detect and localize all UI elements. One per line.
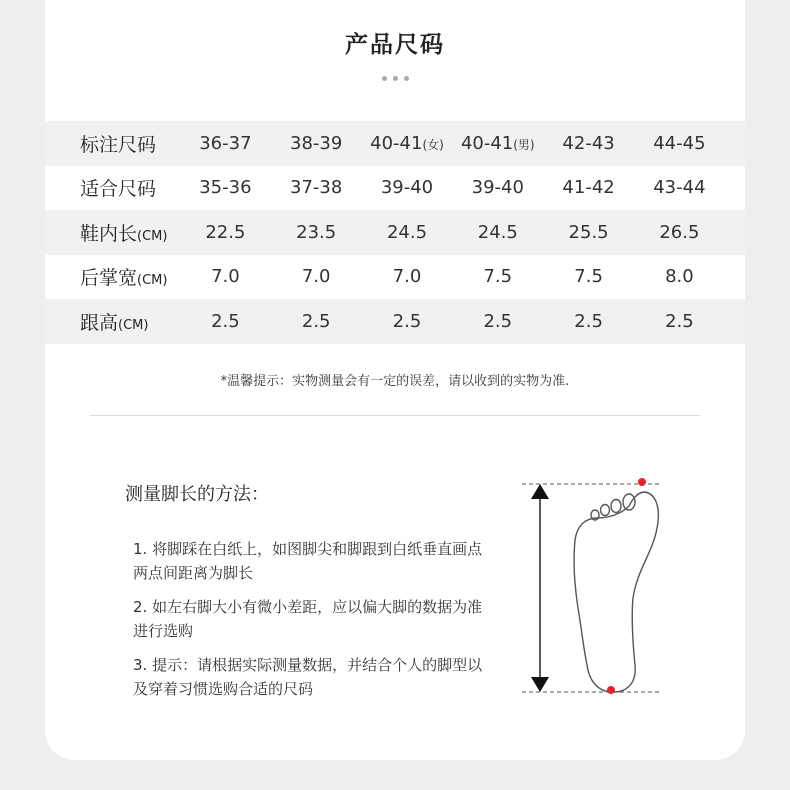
table-cell: [362, 177, 453, 198]
row-label-text: 适合尺码: [80, 178, 157, 201]
table-cell: [271, 311, 362, 332]
table-cell: [362, 266, 453, 287]
title-dots-decoration: [45, 76, 745, 81]
table-cell: [180, 266, 271, 287]
dot: [382, 76, 387, 81]
cell-value: 7.0: [301, 266, 331, 288]
row-label: [45, 263, 180, 290]
table-cell: [452, 177, 543, 198]
row-label-text: 标注尺码: [80, 133, 157, 156]
cell-value: 2.5: [301, 310, 331, 332]
method-step: 3. 提示：请根据实际测量数据，并结合个人的脚型以及穿着习惯选购合适的尺码: [133, 656, 483, 698]
table-cell: [362, 311, 453, 332]
table-cell: [271, 177, 362, 198]
cell-value: 41-42: [562, 177, 615, 199]
method-title: 测量脚长的方法：: [125, 484, 269, 505]
cell-value: 24.5: [477, 221, 518, 243]
table-cell: [452, 222, 543, 243]
row-label: [45, 219, 180, 246]
cell-value: 35-36: [199, 177, 252, 199]
table-cell: [543, 311, 634, 332]
table-cell: [271, 133, 362, 154]
cell-value: 39-40: [471, 177, 524, 199]
table-cell: [543, 177, 634, 198]
table-cell: [180, 222, 271, 243]
toe-marker: [638, 478, 646, 486]
row-label-unit: (CM): [118, 317, 149, 333]
row-label-text: 鞋内长: [80, 222, 138, 245]
row-label-unit: (CM): [137, 228, 168, 244]
table-cell: [543, 222, 634, 243]
table-cell: [180, 133, 271, 154]
foot-measurement-diagram: [517, 470, 717, 705]
cell-value: 2.5: [574, 310, 603, 332]
table-row: [45, 210, 745, 255]
row-label: [45, 130, 180, 157]
table-row: [45, 121, 745, 166]
cell-value: 40-41: [460, 132, 514, 154]
dot: [404, 76, 409, 81]
size-table: [45, 121, 745, 344]
table-cell: [271, 266, 362, 287]
table-cell: [634, 133, 725, 154]
method-steps: [133, 537, 493, 711]
method-step: 1. 将脚踩在白纸上，如图脚尖和脚跟到白纸垂直画点两点间距离为脚长: [133, 540, 483, 582]
cell-value: 44-45: [653, 132, 706, 154]
table-cell: [452, 311, 543, 332]
row-label-text: 后掌宽: [80, 267, 138, 290]
cell-value: 26.5: [659, 221, 700, 243]
table-cell: [634, 177, 725, 198]
arrow-down-icon: [531, 677, 549, 692]
cell-value: 22.5: [205, 221, 246, 243]
cell-value: 2.5: [483, 310, 513, 332]
table-cell: [634, 222, 725, 243]
method-step: 2. 如左右脚大小有微小差距，应以偏大脚的数据为准进行选购: [133, 598, 483, 640]
cell-value: 2.5: [665, 310, 694, 332]
cell-suffix: (男): [513, 137, 535, 152]
row-label-text: 跟高: [80, 311, 119, 334]
cell-value: 2.5: [392, 310, 422, 332]
cell-value: 24.5: [386, 221, 428, 243]
cell-value: 37-38: [290, 177, 343, 199]
foot-outline-icon: [574, 492, 658, 692]
cell-value: 40-41: [370, 132, 423, 154]
divider: [90, 415, 700, 416]
cell-suffix: (女): [422, 137, 444, 152]
table-cell: [452, 266, 543, 287]
cell-value: 39-40: [380, 177, 434, 199]
cell-value: 43-44: [653, 177, 706, 199]
table-row: [45, 255, 745, 300]
table-cell: [362, 133, 453, 154]
table-row: [45, 299, 745, 344]
dot: [393, 76, 398, 81]
cell-value: 7.0: [211, 266, 240, 288]
row-label: [45, 308, 180, 335]
cell-value: 7.5: [483, 266, 513, 288]
cell-value: 7.5: [574, 266, 603, 288]
table-row: [45, 166, 745, 211]
cell-value: 38-39: [290, 132, 343, 154]
cell-value: 42-43: [562, 132, 615, 154]
heel-marker: [607, 686, 615, 694]
cell-value: 25.5: [568, 221, 609, 243]
cell-value: 2.5: [211, 310, 240, 332]
cell-value: 8.0: [665, 266, 694, 288]
cell-value: 36-37: [199, 132, 252, 154]
row-label-unit: (CM): [137, 273, 168, 289]
tip-note: *温馨提示：实物测量会有一定的误差，请以收到的实物为准.: [220, 374, 570, 389]
table-cell: [452, 133, 543, 154]
size-chart-card: [45, 0, 745, 760]
table-cell: [543, 266, 634, 287]
table-cell: [271, 222, 362, 243]
table-cell: [634, 266, 725, 287]
table-cell: [634, 311, 725, 332]
row-label: [45, 174, 180, 201]
cell-value: 23.5: [296, 221, 337, 243]
table-cell: [362, 222, 453, 243]
table-cell: [543, 133, 634, 154]
table-cell: [180, 311, 271, 332]
page-title: 产品尺码: [345, 32, 445, 58]
arrow-up-icon: [531, 484, 549, 499]
table-cell: [180, 177, 271, 198]
cell-value: 7.0: [392, 266, 422, 288]
